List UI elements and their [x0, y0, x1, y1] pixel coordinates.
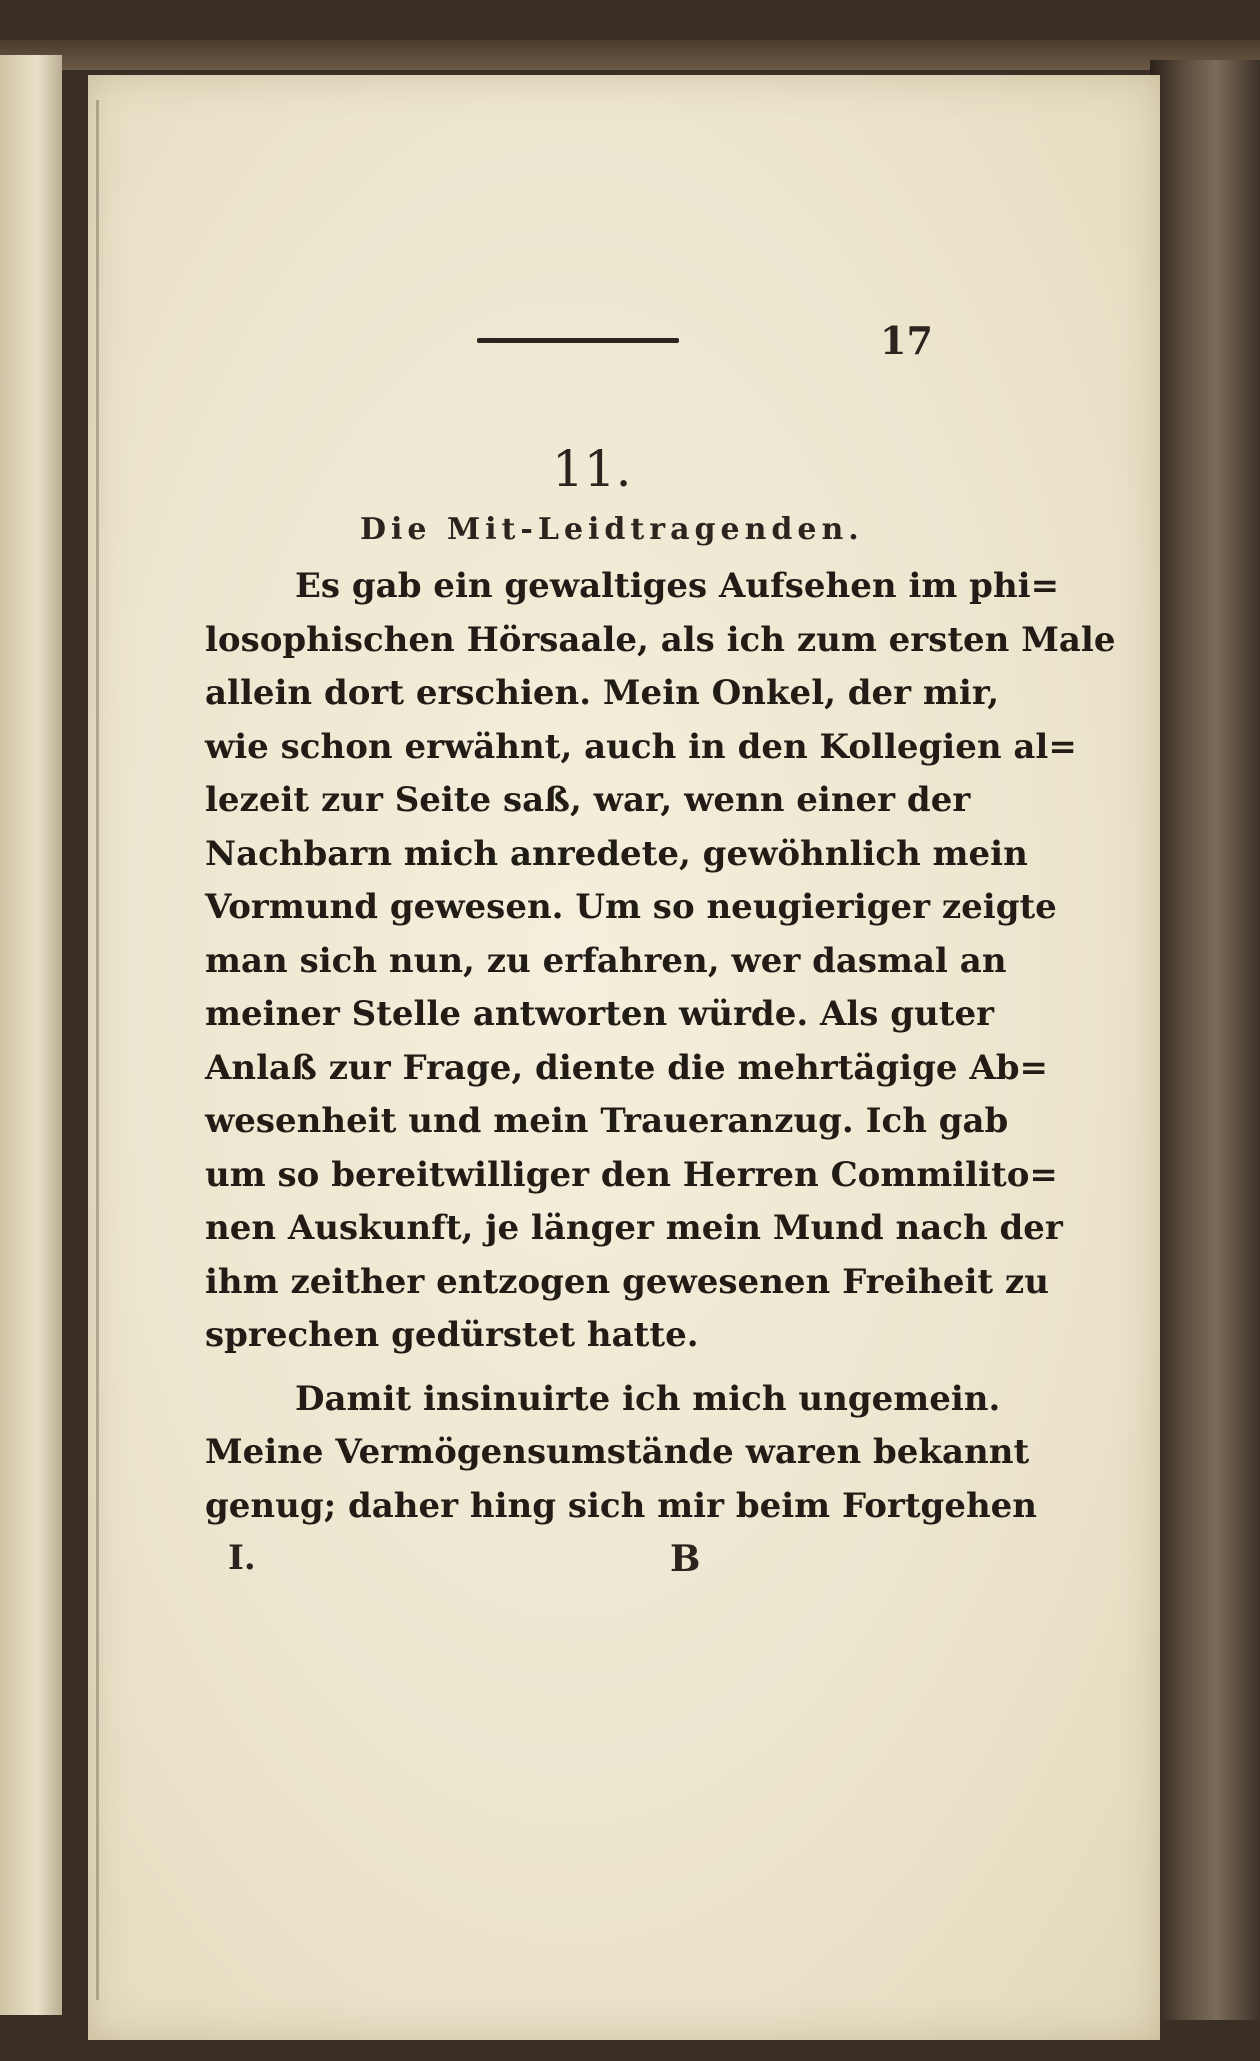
- text-line: Meine Vermögensumstände waren bekannt: [205, 1432, 1030, 1472]
- text-line: wie schon erwähnt, auch in den Kollegien al=: [205, 726, 1077, 767]
- text-line: ihm zeither entzogen gewesenen Freiheit zu: [205, 1261, 1049, 1302]
- text-line: Anlaß zur Frage, diente die mehrtägige Ab=: [205, 1047, 1048, 1088]
- book-cover-edge: [1150, 60, 1260, 2020]
- header-rule: [477, 338, 679, 343]
- paragraph-gap: [205, 1363, 925, 1373]
- signature-letter: B: [670, 1538, 701, 1580]
- text-line: meiner Stelle antworten würde. Als guter: [205, 994, 995, 1034]
- text-line: genug; daher hing sich mir beim Fortgehen: [205, 1485, 1038, 1526]
- body-text: [205, 560, 1116, 1533]
- text-line: Damit insinuirte ich mich ungemein.: [295, 1378, 1001, 1419]
- book-spine-top: [0, 40, 1260, 70]
- page-number: 17: [880, 318, 933, 363]
- chapter-title: Die Mit-Leidtragenden.: [360, 512, 864, 547]
- text-line: Vormund gewesen. Um so neugieriger zeigte: [205, 887, 1057, 927]
- left-page-edge: [0, 55, 62, 2015]
- text-line: Nachbarn mich anredete, gewöhnlich mein: [205, 833, 1028, 874]
- text-line: man sich nun, zu erfahren, wer dasmal an: [205, 940, 1007, 981]
- text-line: sprechen gedürstet hatte.: [205, 1315, 699, 1355]
- text-line: um so bereitwilliger den Herren Commilito=: [205, 1154, 1058, 1195]
- text-line: allein dort erschien. Mein Onkel, der mir,: [205, 673, 1000, 713]
- text-line: lezeit zur Seite saß, war, wenn einer der: [205, 780, 971, 820]
- signature-mark: I.: [228, 1538, 256, 1578]
- text-line: Es gab ein gewaltiges Aufsehen im phi=: [295, 566, 1060, 606]
- text-line: nen Auskunft, je länger mein Mund nach der: [205, 1208, 1063, 1248]
- text-line: wesenheit und mein Traueranzug. Ich gab: [205, 1101, 1009, 1141]
- chapter-number: 11.: [552, 440, 632, 498]
- page-gutter: [96, 100, 99, 2000]
- text-line: losophischen Hörsaale, als ich zum ersten Male: [205, 619, 1116, 660]
